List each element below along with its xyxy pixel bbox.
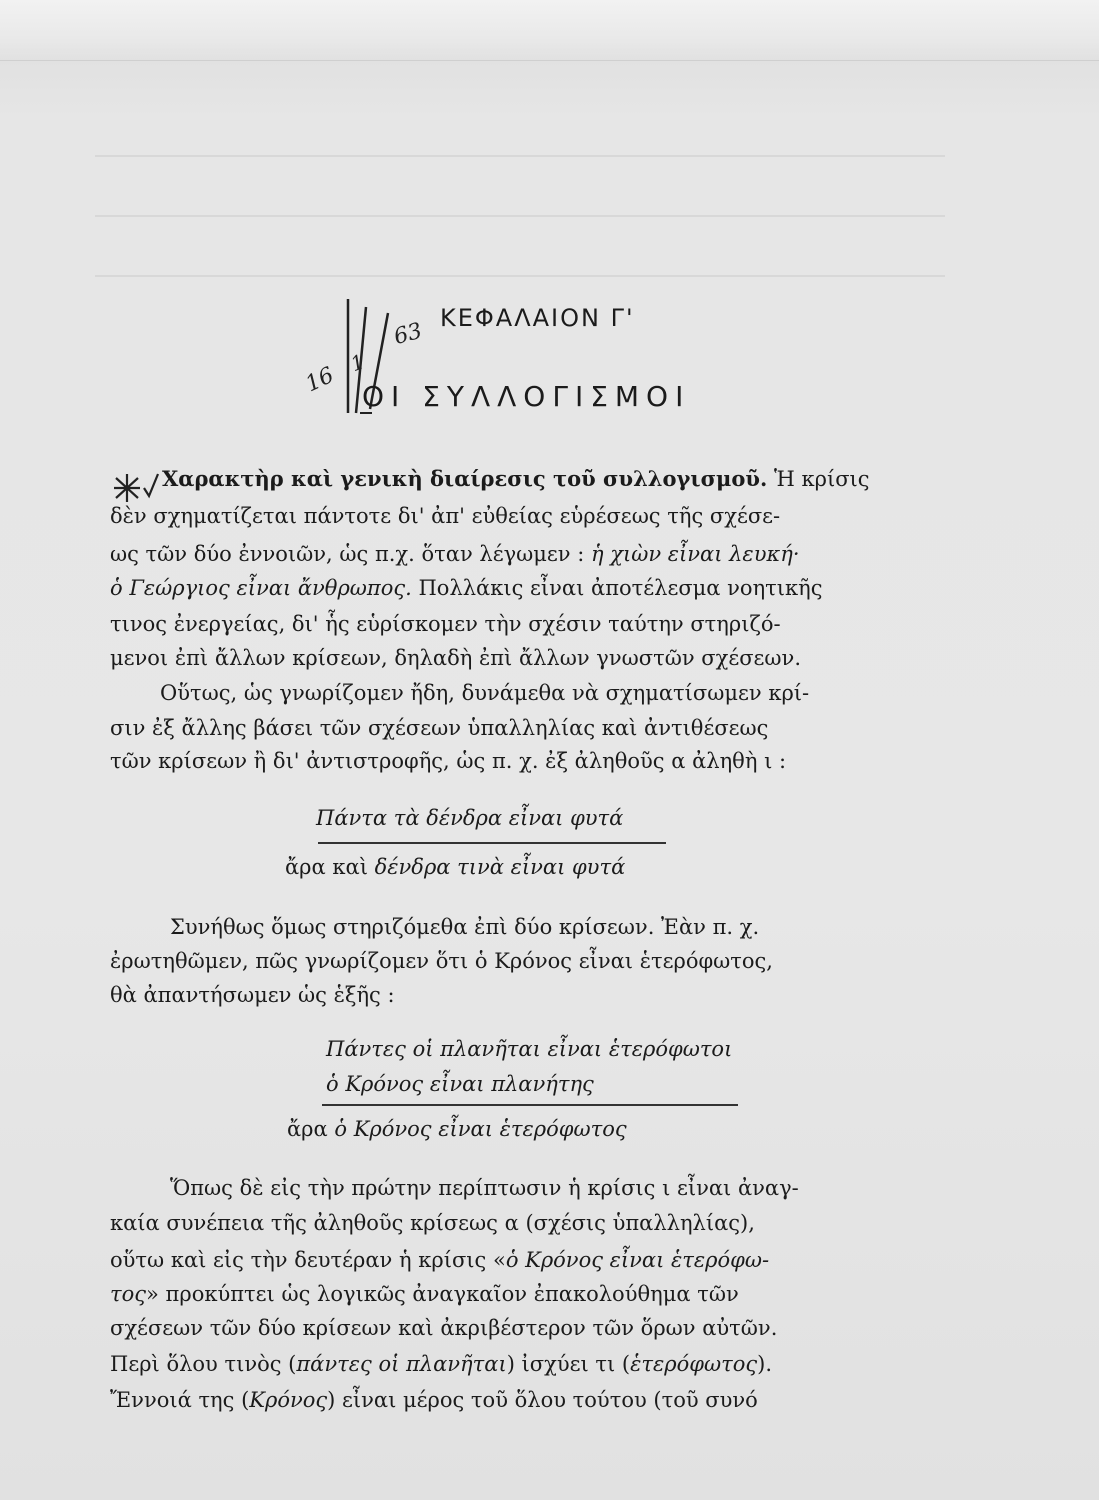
svg-text:63: 63 [391,318,425,351]
asterisk-mark-icon [110,466,160,506]
chapter-title: ΟΙ ΣΥΛΛΟΓΙΣΜΟΙ [362,380,691,413]
paragraph-2-line-1: Οὕτως, ὡς γνωρίζομεν ἤδη, δυνάμεθα νὰ σχηματίσωμεν κρί- [160,681,810,705]
paragraph-4-line-4: τος» προκύπτει ὡς λογικῶς ἀναγκαῖον ἐπακολούθημα τῶν [110,1282,739,1306]
paragraph-1-line-5: τινος ἐνεργείας, δι' ἧς εὑρίσκομεν τὴν σχέσιν ταύτην στηριζό- [110,612,781,636]
syllogism-1-conclusion: ἄρα καὶ δένδρα τινὰ εἶναι φυτά [285,855,626,879]
syllogism-2-premise-2: ὁ Κρόνος εἶναι πλανήτης [326,1072,594,1096]
syllogism-1-rule [318,842,666,844]
paragraph-4-line-7: Ἔννοιά της (Κρόνος) εἶναι μέρος τοῦ ὅλου τούτου (τοῦ συνό [110,1388,758,1412]
page-fold [0,0,1099,61]
svg-text:1: 1 [347,349,368,377]
paragraph-1-line-6: μενοι ἐπὶ ἄλλων κρίσεων, δηλαδὴ ἐπὶ ἄλλων γνωστῶν σχέσεων. [110,646,801,670]
paragraph-4-line-2: καία συνέπεια τῆς ἀληθοῦς κρίσεως α (σχέσις ὑπαλληλίας), [110,1211,755,1235]
paragraph-2-line-3: τῶν κρίσεων ἢ δι' ἀντιστροφῆς, ὡς π. χ. ἐξ ἀληθοῦς α ἀληθὴ ι : [110,749,787,773]
paragraph-1-line-3: ως τῶν δύο ἐννοιῶν, ὡς π.χ. ὅταν λέγωμεν : ἡ χιὼν εἶναι λευκή· [110,542,800,566]
bleed-through [95,155,945,157]
bleed-through [95,215,945,217]
paragraph-4-line-6: Περὶ ὅλου τινὸς (πάντες οἱ πλανῆται) ἰσχύει τι (ἑτερόφωτος). [110,1352,772,1376]
syllogism-2-premise-1: Πάντες οἱ πλανῆται εἶναι ἑτερόφωτοι [326,1037,733,1061]
paragraph-3-line-2: ἐρωτηθῶμεν, πῶς γνωρίζομεν ὅτι ὁ Κρόνος εἶναι ἑτερόφωτος, [110,949,773,973]
syllogism-2-conclusion: ἄρα ὁ Κρόνος εἶναι ἑτερόφωτος [287,1117,627,1141]
syllogism-1-premise: Πάντα τὰ δένδρα εἶναι φυτά [316,806,624,830]
paragraph-2-line-2: σιν ἐξ ἄλλης βάσει τῶν σχέσεων ὑπαλληλίας καὶ ἀντιθέσεως [110,716,769,740]
svg-text:16: 16 [301,362,338,398]
paragraph-4-line-1: Ὅπως δὲ εἰς τὴν πρώτην περίπτωσιν ἡ κρίσις ι εἶναι ἀναγ- [170,1176,799,1200]
paragraph-4-line-5: σχέσεων τῶν δύο κρίσεων καὶ ἀκριβέστερον τῶν ὅρων αὐτῶν. [110,1316,778,1340]
bleed-through [95,275,945,277]
paragraph-1-line-1: Χαρακτὴρ καὶ γενικὴ διαίρεσις τοῦ συλλογισμοῦ. Ἡ κρίσις [162,466,870,491]
paragraph-1-line-4: ὁ Γεώργιος εἶναι ἄνθρωπος. Πολλάκις εἶναι ἀποτέλεσμα νοητικῆς [110,576,823,600]
paragraph-4-line-3: οὕτω καὶ εἰς τὴν δευτέραν ἡ κρίσις «ὁ Κρόνος εἶναι ἑτερόφω- [110,1248,770,1272]
paragraph-3-line-3: θὰ ἀπαντήσωμεν ὡς ἑξῆς : [110,983,395,1007]
section-heading: Χαρακτὴρ καὶ γενικὴ διαίρεσις τοῦ συλλογισμοῦ. [162,466,768,491]
syllogism-2-rule [322,1104,738,1106]
paragraph-3-line-1: Συνήθως ὅμως στηριζόμεθα ἐπὶ δύο κρίσεων. Ἐὰν π. χ. [170,915,760,939]
chapter-heading: ΚΕΦΑΛΑΙΟΝ Γ' [440,304,635,332]
paragraph-1-line-2: δὲν σχηματίζεται πάντοτε δι' ἀπ' εὐθείας εὑρέσεως τῆς σχέσε- [110,504,781,528]
